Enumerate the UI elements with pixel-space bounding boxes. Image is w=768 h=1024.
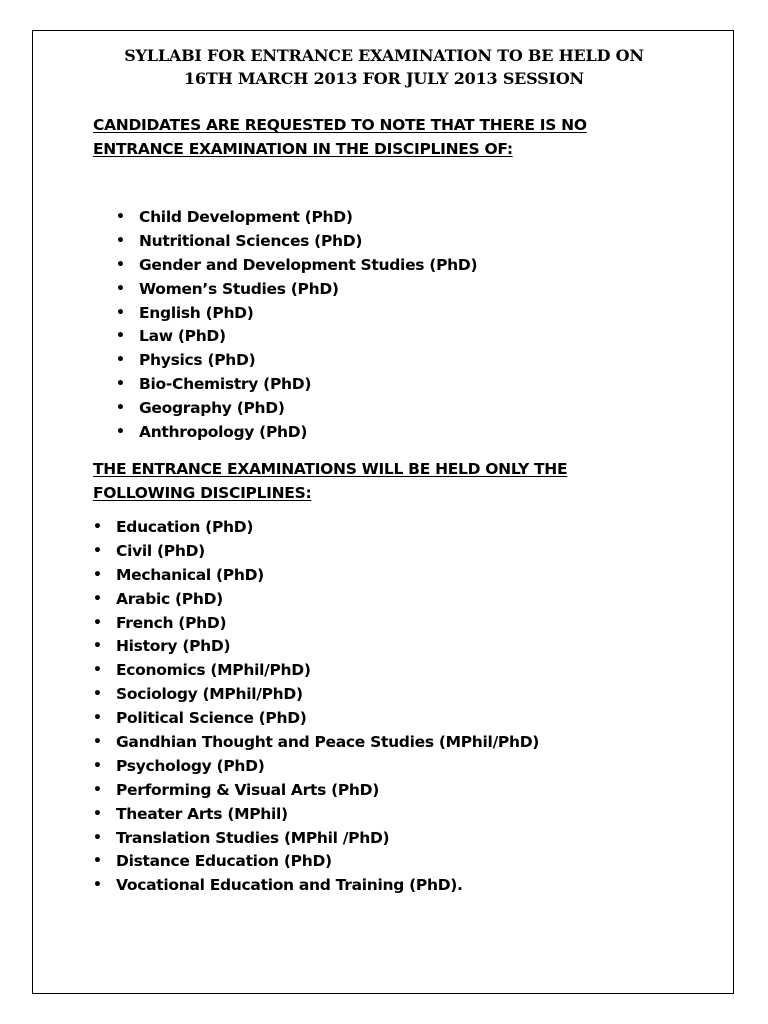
list-item-label: Sociology (MPhil/PhD) — [116, 685, 303, 704]
bullet-icon: • — [116, 352, 125, 369]
bullet-icon: • — [93, 686, 102, 703]
bullet-icon: • — [93, 542, 102, 559]
list-item — [116, 325, 477, 349]
list-item — [116, 397, 477, 421]
bullet-icon: • — [116, 256, 125, 273]
list-item — [93, 683, 539, 707]
list-item — [116, 302, 477, 326]
list-item — [93, 827, 539, 851]
list-item — [93, 850, 539, 874]
bullet-icon: • — [93, 590, 102, 607]
bullet-icon: • — [93, 829, 102, 846]
list-item-label: Women’s Studies (PhD) — [139, 279, 339, 298]
list-item — [93, 540, 539, 564]
list-item-label: Vocational Education and Training (PhD). — [116, 876, 463, 895]
list-item-label: Law (PhD) — [139, 327, 226, 346]
list-item — [93, 659, 539, 683]
bullet-icon: • — [93, 877, 102, 894]
list-item — [93, 564, 539, 588]
list-item-label: Nutritional Sciences (PhD) — [139, 231, 363, 250]
list-item-label: Distance Education (PhD) — [116, 852, 332, 871]
exam-heading-line-1: THE ENTRANCE EXAMINATIONS WILL BE HELD ONLY THE — [93, 460, 568, 478]
bullet-icon: • — [93, 757, 102, 774]
bullet-icon: • — [116, 376, 125, 393]
bullet-icon: • — [116, 232, 125, 249]
list-item-label: Physics (PhD) — [139, 351, 256, 370]
list-item-label: Political Science (PhD) — [116, 709, 307, 728]
list-item-label: Theater Arts (MPhil) — [116, 804, 288, 823]
list-item-label: History (PhD) — [116, 637, 231, 656]
list-item — [93, 779, 539, 803]
bullet-icon: • — [116, 328, 125, 345]
list-item-label: Civil (PhD) — [116, 541, 205, 560]
list-item-label: Geography (PhD) — [139, 399, 285, 418]
list-item-label: Education (PhD) — [116, 518, 254, 536]
list-item — [93, 874, 539, 898]
exam-heading-line-2: FOLLOWING DISCIPLINES: — [93, 484, 312, 502]
bullet-icon: • — [116, 280, 125, 297]
list-item-label: Child Development (PhD) — [139, 208, 353, 226]
list-item-label: English (PhD) — [139, 303, 254, 322]
list-item — [93, 516, 539, 540]
bullet-icon: • — [93, 853, 102, 870]
document-title-line-2: 16TH MARCH 2013 FOR JULY 2013 SESSION — [184, 69, 584, 88]
list-item — [93, 707, 539, 731]
no-exam-disciplines-list — [116, 206, 478, 445]
bullet-icon: • — [93, 519, 102, 535]
bullet-icon: • — [93, 781, 102, 798]
list-item-label: Gender and Development Studies (PhD) — [139, 255, 478, 274]
list-item-label: Gandhian Thought and Peace Studies (MPhil/PhD) — [116, 733, 540, 752]
list-item-label: Anthropology (PhD) — [139, 423, 308, 442]
list-item-label: French (PhD) — [116, 613, 227, 632]
bullet-icon: • — [93, 566, 102, 583]
bullet-icon: • — [116, 424, 125, 441]
list-item-label: Mechanical (PhD) — [116, 565, 264, 584]
list-item — [93, 755, 539, 779]
bullet-icon: • — [116, 304, 125, 321]
bullet-icon: • — [93, 662, 102, 679]
list-item-label: Performing & Visual Arts (PhD) — [116, 780, 380, 799]
document-title-line-1: SYLLABI FOR ENTRANCE EXAMINATION TO BE HELD ON — [124, 46, 644, 65]
list-item — [116, 254, 478, 278]
list-item — [116, 278, 477, 302]
list-item — [93, 803, 539, 827]
list-item — [116, 373, 477, 397]
list-item — [116, 349, 477, 373]
list-item — [93, 612, 539, 636]
exam-disciplines-list — [93, 516, 540, 898]
list-item-label: Psychology (PhD) — [116, 756, 265, 775]
list-item — [116, 206, 477, 230]
no-exam-heading-line-2: ENTRANCE EXAMINATION IN THE DISCIPLINES OF: — [93, 140, 513, 158]
bullet-icon: • — [93, 734, 102, 751]
bullet-icon: • — [116, 209, 125, 225]
list-item-label: Arabic (PhD) — [116, 589, 223, 608]
bullet-icon: • — [93, 710, 102, 727]
bullet-icon: • — [93, 638, 102, 655]
list-item — [93, 731, 540, 755]
bullet-icon: • — [93, 614, 102, 631]
list-item-label: Economics (MPhil/PhD) — [116, 661, 311, 680]
list-item — [93, 635, 539, 659]
list-item-label: Translation Studies (MPhil /PhD) — [116, 828, 390, 847]
list-item-label: Bio-Chemistry (PhD) — [139, 375, 312, 394]
bullet-icon: • — [116, 400, 125, 417]
list-item — [116, 421, 477, 445]
list-item — [116, 230, 477, 254]
bullet-icon: • — [93, 805, 102, 822]
no-exam-heading-line-1: CANDIDATES ARE REQUESTED TO NOTE THAT THERE IS NO — [93, 116, 587, 134]
list-item — [93, 588, 539, 612]
